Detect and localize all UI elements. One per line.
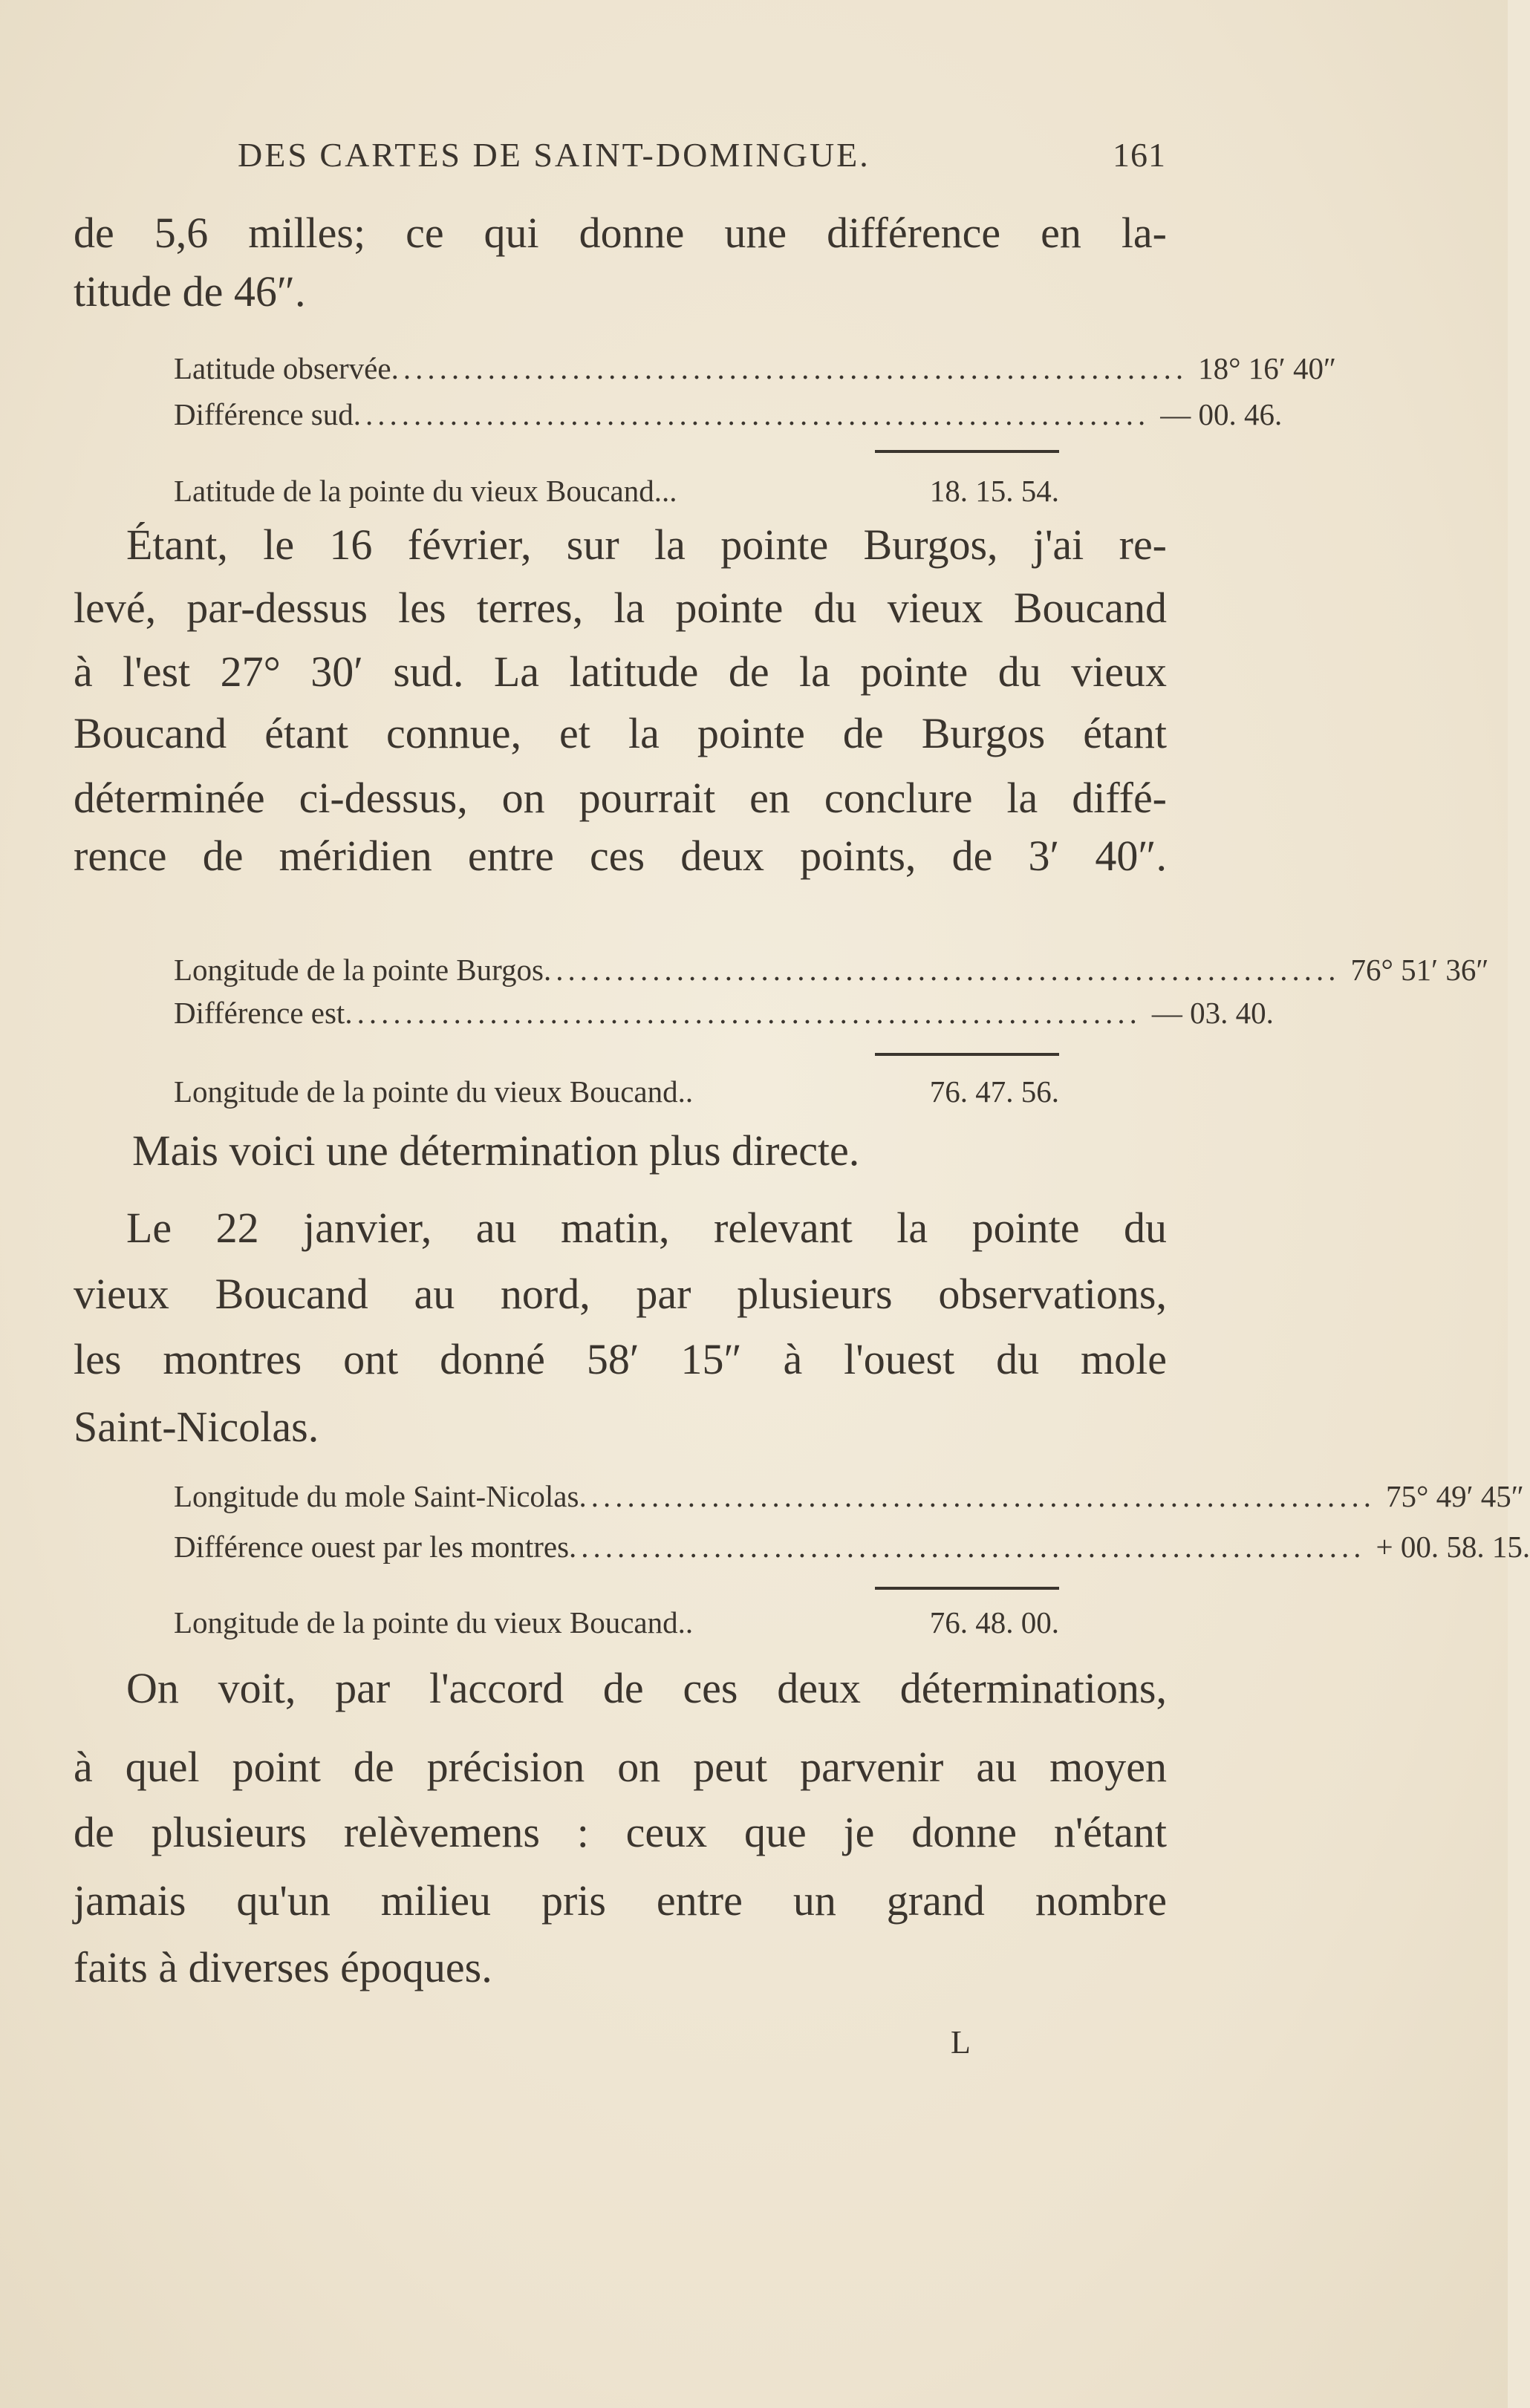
text-line: Saint-Nicolas.	[74, 1403, 319, 1451]
text-line: à quel point de précision on peut parvenir au moyen	[74, 1743, 1167, 1791]
row-label: Différence ouest par les montres	[174, 1530, 570, 1564]
row-value: 76. 48. 00.	[929, 1605, 1059, 1639]
table-row: Longitude du mole Saint-Nicolas .................................................................. 75° 49′ 45″	[174, 1479, 1524, 1513]
table-result-row	[174, 472, 1059, 509]
text-line: Mais voici une détermination plus directe.	[132, 1126, 860, 1175]
row-value: 18. 15. 54.	[929, 474, 1059, 508]
table-row: Latitude observée .................................................................. 18° 16′ 40″	[174, 351, 1337, 385]
table-row: Différence sud .................................................................. — 00. 46.	[174, 397, 1283, 431]
table-row: Différence ouest par les montres .................................................................. + 00. 58. 15.	[174, 1530, 1530, 1564]
row-value: 75° 49′ 45″	[1385, 1479, 1524, 1513]
row-label: Longitude de la pointe du vieux Boucand..	[174, 1074, 694, 1109]
text-line: les montres ont donné 58′ 15″ à l'ouest du mole	[74, 1335, 1167, 1383]
row-label: Latitude observée	[174, 351, 391, 385]
row-value: — 03. 40.	[1151, 996, 1274, 1030]
text-line: vieux Boucand au nord, par plusieurs observations,	[74, 1270, 1167, 1318]
text-line: levé, par-dessus les terres, la pointe du vieux Boucand	[74, 584, 1167, 632]
row-label: Longitude de la pointe Burgos	[174, 953, 544, 987]
row-value: 18° 16′ 40″	[1198, 351, 1337, 385]
text-line: déterminée ci-dessus, on pourrait en conclure la diffé-	[74, 774, 1167, 822]
table-row: Différence est .................................................................. — 03. 40.	[174, 996, 1274, 1030]
page-number: 161	[1113, 136, 1166, 174]
table-result-row	[174, 1073, 1059, 1110]
sum-rule	[875, 1587, 1059, 1590]
text-line: de plusieurs relèvemens : ceux que je donne n'étant	[74, 1808, 1167, 1856]
text-line: Le 22 janvier, au matin, relevant la pointe du	[126, 1204, 1167, 1252]
table-result-row	[174, 1604, 1059, 1641]
row-label: Différence sud	[174, 397, 354, 431]
header-title: DES CARTES DE SAINT-DOMINGUE.	[238, 136, 870, 174]
text-line: Étant, le 16 février, sur la pointe Burgos, j'ai re-	[126, 521, 1167, 569]
text-line: jamais qu'un milieu pris entre un grand nombre	[74, 1876, 1167, 1925]
text-line: rence de méridien entre ces deux points, de 3′ 40″.	[74, 832, 1167, 880]
text-line: à l'est 27° 30′ sud. La latitude de la pointe du vieux	[74, 647, 1167, 696]
row-value: 76° 51′ 36″	[1350, 953, 1489, 987]
row-label: Longitude du mole Saint-Nicolas	[174, 1479, 579, 1513]
row-value: 76. 47. 56.	[929, 1074, 1059, 1109]
text-line: de 5,6 milles; ce qui donne une différence en la-	[74, 209, 1167, 257]
row-value: — 00. 46.	[1160, 397, 1283, 431]
running-header	[238, 135, 1166, 174]
text-line: On voit, par l'accord de ces deux déterminations,	[126, 1664, 1167, 1712]
text-line: titude de 46″.	[74, 267, 306, 316]
row-label: Différence est	[174, 996, 345, 1030]
text-line: Boucand étant connue, et la pointe de Burgos étant	[74, 709, 1167, 757]
row-label: Longitude de la pointe du vieux Boucand..	[174, 1605, 694, 1639]
text-line: faits à diverses époques.	[74, 1943, 492, 1991]
table-row: Longitude de la pointe Burgos .................................................................. 76° 51′ 36″	[174, 953, 1489, 987]
row-value: + 00. 58. 15.	[1376, 1530, 1530, 1564]
signature-mark: L	[951, 2024, 971, 2060]
sum-rule	[875, 450, 1059, 453]
sum-rule	[875, 1053, 1059, 1056]
row-label: Latitude de la pointe du vieux Boucand...	[174, 474, 677, 508]
